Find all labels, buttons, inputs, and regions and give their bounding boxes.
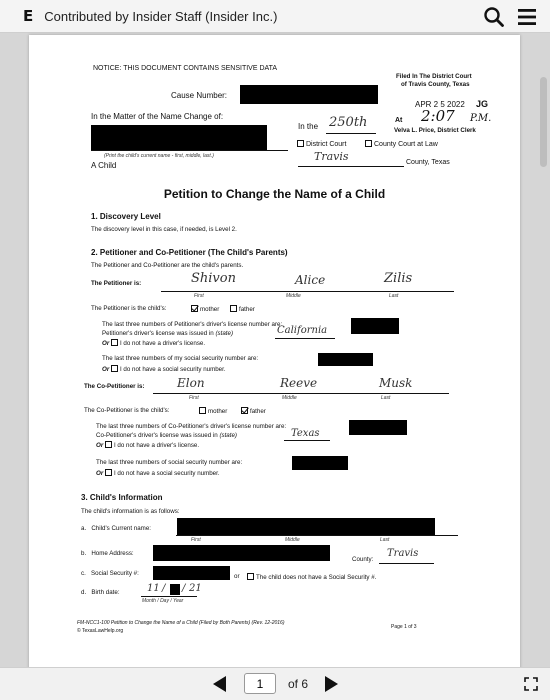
county-court-label: County Court at Law: [374, 141, 438, 148]
document-page: [29, 35, 520, 695]
pet-dl-state-label: [102, 330, 233, 337]
no-child-ss-label: The child does not have a Social Security #.: [256, 574, 377, 581]
stamp-date: APR 2 5 2022: [415, 100, 465, 109]
copet-no-dl-checkbox[interactable]: [105, 441, 112, 448]
copet-no-dl-option[interactable]: [96, 441, 199, 449]
petitioner-name-line: [161, 291, 454, 292]
county-field-label: County:: [352, 556, 374, 563]
stamp-line1: Filed In The District Court: [396, 73, 472, 80]
copet-state-value: Texas: [291, 428, 320, 439]
pet-father-label: father: [239, 306, 255, 313]
copet-middle-hint: Middle: [282, 395, 297, 401]
county-field-line: [379, 563, 434, 564]
pet-no-ss-option[interactable]: [102, 365, 226, 373]
menu-icon[interactable]: [515, 5, 539, 29]
section1-text: The discovery level in this case, if needed, is Level 2.: [91, 226, 237, 233]
redacted-pet-dl: [351, 318, 399, 334]
pet-child-is-label: The Petitioner is the child's:: [91, 305, 167, 312]
no-child-ss-checkbox[interactable]: [247, 573, 254, 580]
pet-mother-label: mother: [200, 306, 220, 313]
section2-title: 2. Petitioner and Co-Petitioner (The Child's Parents): [91, 248, 288, 257]
child-first-hint: First: [191, 537, 201, 543]
pet-father-option[interactable]: [230, 305, 255, 313]
child-ss-or: or: [234, 573, 240, 580]
current-name-label: Child's Current name:: [91, 525, 151, 532]
pet-state-hint: (state): [215, 330, 234, 337]
copet-no-ss-label: I do not have a social security number.: [113, 470, 220, 477]
pet-first-hint: First: [194, 293, 204, 299]
stamp-time: 2:07: [421, 107, 455, 125]
item-a-label: a.: [81, 525, 87, 532]
prev-page-arrow-icon[interactable]: [213, 676, 226, 692]
birth-date-line: [141, 596, 197, 597]
matter-label: In the Matter of the Name Change of:: [91, 112, 224, 121]
footer-site: © TexasLawHelp.org: [77, 628, 124, 634]
copet-last-hint: Last: [381, 395, 391, 401]
district-court-checkbox[interactable]: [297, 140, 304, 147]
item-d-label: d.: [81, 589, 87, 596]
court-number: 250th: [329, 115, 368, 130]
copet-name-line: [153, 393, 449, 394]
copet-dl-state-text: Co-Petitioner's driver's license was issued in: [96, 432, 218, 439]
child-last-hint: Last: [380, 537, 390, 543]
section1-title: 1. Discovery Level: [91, 212, 161, 221]
home-address-label: Home Address:: [91, 550, 134, 557]
stamp-meridiem: P.M.: [470, 113, 492, 124]
county-value: Travis: [314, 150, 349, 163]
copet-no-dl-label: I do not have a driver's license.: [113, 442, 200, 449]
copet-first: Elon: [177, 376, 205, 390]
county-field-value: Travis: [387, 548, 419, 559]
child-name-line: [91, 150, 288, 151]
redacted-current-name: [177, 518, 435, 535]
pet-dl-state-text: Petitioner's driver's license was issued in: [102, 330, 214, 337]
redacted-pet-ss: [318, 353, 373, 366]
section3-text: The child's information is as follows:: [81, 508, 180, 515]
fullscreen-icon[interactable]: [524, 677, 538, 691]
court-number-line: [326, 133, 376, 134]
petitioner-first: Shivon: [191, 271, 236, 286]
current-name-line: [176, 535, 458, 536]
pet-no-dl-label: I do not have a driver's license.: [119, 340, 206, 347]
social-security-label: Social Security #:: [91, 570, 139, 577]
pager-bar: [0, 667, 550, 700]
copet-ss-or-label: Or: [96, 470, 104, 477]
redacted-child-name: [91, 125, 267, 150]
copet-father-checkbox[interactable]: [241, 407, 248, 414]
birth-month: 11: [147, 583, 160, 594]
birth-slash-2: /: [182, 583, 186, 594]
no-child-ss-option[interactable]: [247, 573, 376, 581]
page-number-input[interactable]: [244, 673, 276, 694]
copet-father-option[interactable]: [241, 407, 266, 415]
copet-mother-checkbox[interactable]: [199, 407, 206, 414]
pet-no-ss-label: I do not have a social security number.: [119, 366, 226, 373]
stamp-initials: JG: [476, 99, 489, 109]
county-line: [298, 166, 404, 167]
pet-no-dl-checkbox[interactable]: [111, 339, 118, 346]
county-texas-label: County, Texas: [406, 159, 450, 166]
copet-ss-label: The last three numbers of social security number are:: [96, 459, 243, 466]
scrollbar[interactable]: [540, 77, 547, 167]
pet-dl-label: The last three numbers of Petitioner's driver's license number are:: [102, 321, 283, 328]
redacted-home-address: [153, 545, 330, 561]
child-middle-hint: Middle: [285, 537, 300, 543]
copet-father-label: father: [250, 408, 266, 415]
birth-date-label: Birth date:: [91, 589, 120, 596]
copetitioner-label: The Co-Petitioner is:: [84, 383, 145, 390]
copet-mother-option[interactable]: [199, 407, 227, 415]
redacted-copet-dl: [349, 420, 407, 435]
section2-text: The Petitioner and Co-Petitioner are the child's parents.: [91, 262, 244, 269]
pet-ss-or-label: Or: [102, 366, 110, 373]
copet-child-is-label: The Co-Petitioner is the child's:: [84, 407, 170, 414]
petitioner-last: Zilis: [384, 271, 413, 286]
footer-page: Page 1 of 3: [391, 624, 417, 630]
pet-last-hint: Last: [389, 293, 399, 299]
pet-or-label: Or: [102, 340, 110, 347]
top-bar: [0, 0, 550, 33]
petition-title: Petition to Change the Name of a Child: [163, 187, 386, 201]
pet-middle-hint: Middle: [286, 293, 301, 299]
item-a: [81, 525, 151, 532]
child-name-hint: (Print the child's current name - first, middle, last.): [104, 153, 214, 159]
item-c-label: c.: [81, 570, 86, 577]
redacted-cause-number: [240, 85, 378, 104]
copet-middle: Reeve: [280, 376, 318, 390]
redacted-birth-day: [170, 584, 180, 595]
in-the-label: In the: [298, 122, 319, 131]
copet-dl-state-label: [96, 432, 237, 439]
footer-form: FM-NCC1-100 Petition to Change the Name of a Child (Filed by Both Parents) (Rev. 12-2016): [77, 620, 285, 626]
pet-state-value: California: [277, 325, 328, 336]
item-b: [81, 550, 134, 557]
copet-dl-label: The last three numbers of Co-Petitioner's driver's license number are:: [96, 423, 287, 430]
item-c: [81, 570, 139, 577]
copet-first-hint: First: [189, 395, 199, 401]
notice-text: NOTICE: THIS DOCUMENT CONTAINS SENSITIVE DATA: [93, 65, 278, 72]
pet-no-dl-option[interactable]: [102, 339, 205, 347]
copet-or-label: Or: [96, 442, 104, 449]
copet-state-line: [284, 440, 330, 441]
birth-slash-1: /: [162, 583, 166, 594]
pet-ss-label: The last three numbers of my social security number are:: [102, 355, 259, 362]
stamp-line2: of Travis County, Texas: [401, 81, 470, 88]
copet-no-ss-checkbox[interactable]: [105, 469, 112, 476]
county-court-checkbox[interactable]: [365, 140, 372, 147]
next-page-arrow-icon[interactable]: [325, 676, 338, 692]
pet-mother-checkbox[interactable]: [191, 305, 198, 312]
search-icon[interactable]: [482, 5, 506, 29]
district-court-option[interactable]: [297, 140, 346, 148]
stamp-at: At: [395, 117, 403, 124]
copet-state-hint: (state): [219, 432, 237, 439]
petitioner-middle: Alice: [295, 273, 326, 287]
item-b-label: b.: [81, 550, 87, 557]
cause-number-label: Cause Number:: [171, 91, 228, 100]
stamp-clerk: Velva L. Price, District Clerk: [394, 127, 476, 134]
copet-no-ss-option[interactable]: [96, 469, 220, 477]
page-count-label: of 6: [288, 677, 309, 691]
site-logo[interactable]: E: [23, 7, 34, 25]
pet-no-ss-checkbox[interactable]: [111, 365, 118, 372]
copet-last: Musk: [379, 376, 413, 390]
petitioner-label: The Petitioner is:: [91, 280, 142, 287]
pet-state-line: [275, 338, 335, 339]
copet-mother-label: mother: [208, 408, 228, 415]
county-court-option[interactable]: [365, 140, 438, 148]
district-court-label: District Court: [306, 141, 347, 148]
birth-year: 21: [189, 583, 202, 594]
redacted-copet-ss: [292, 456, 348, 470]
contributor-title: Contributed by Insider Staff (Insider Inc.): [44, 8, 278, 24]
pet-mother-option[interactable]: [191, 305, 219, 313]
redacted-child-ss: [153, 566, 230, 580]
a-child-label: A Child: [91, 161, 117, 170]
section3-title: 3. Child's Information: [81, 493, 163, 502]
item-d: [81, 589, 120, 596]
date-hint: Month / Day / Year: [142, 598, 184, 604]
pet-father-checkbox[interactable]: [230, 305, 237, 312]
document-viewer[interactable]: [0, 33, 550, 667]
